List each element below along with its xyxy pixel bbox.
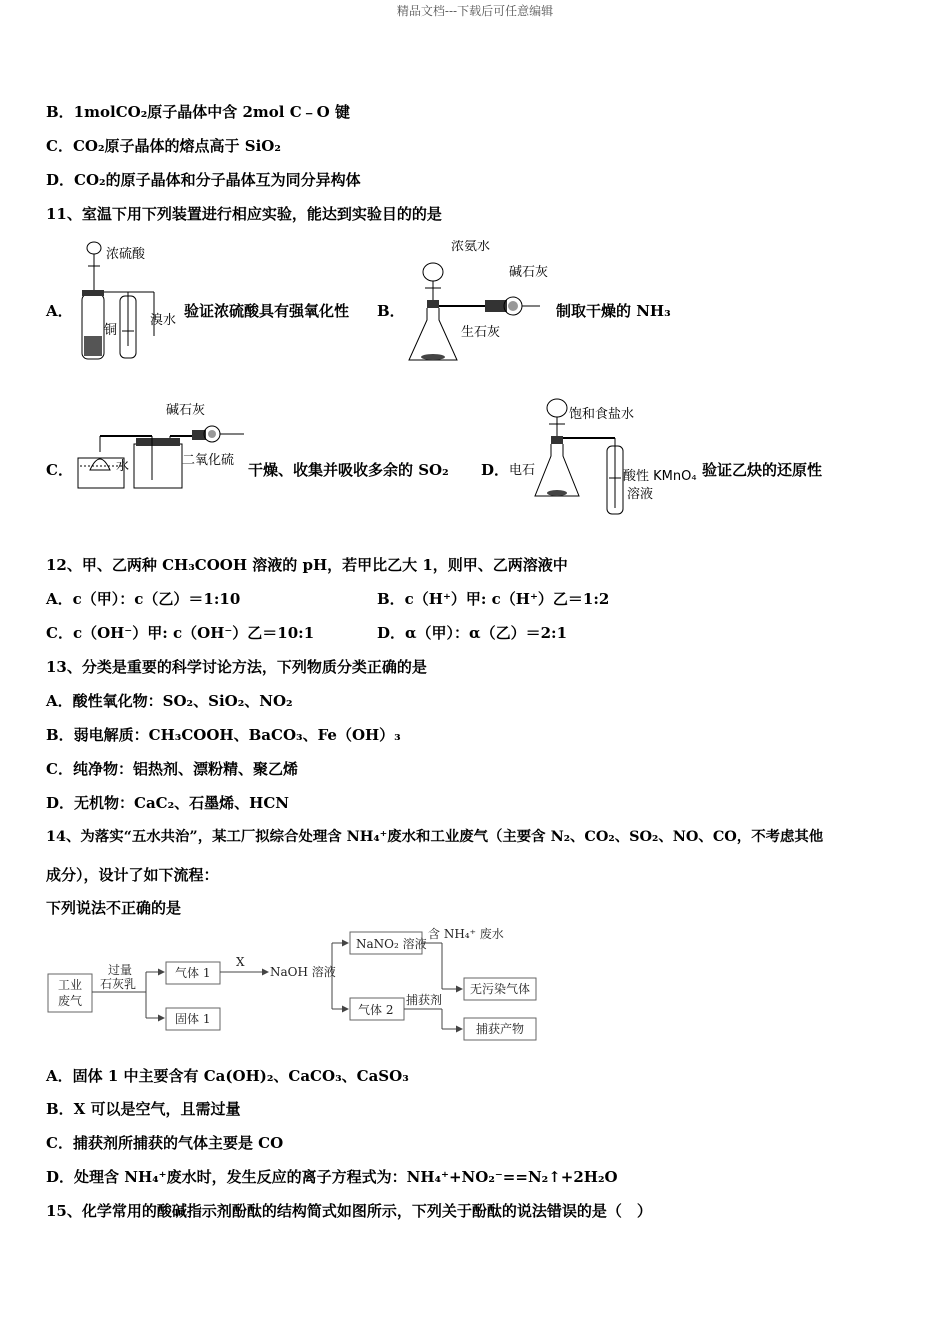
flow-box-gas2: 气体 2 xyxy=(358,1003,394,1017)
q14-stem-line2: 成分），设计了如下流程： xyxy=(46,866,219,884)
q11-option-c-text: 干燥、收集并吸收多余的 SO₂ xyxy=(248,461,449,479)
q14-option-c: C．捕获剂所捕获的气体主要是 CO xyxy=(46,1134,284,1152)
q11-option-b-letter: B． xyxy=(377,302,405,320)
q11-option-c-letter: C． xyxy=(46,461,73,479)
q11-option-a-letter: A． xyxy=(46,302,73,320)
q11-option-d-letter: D． xyxy=(481,461,510,479)
q15-stem: 15、化学常用的酸碱指示剂酚酞的结构简式如图所示，下列关于酚酞的说法错误的是（ ） xyxy=(46,1202,652,1220)
q14-option-d: D．处理含 NH₄⁺废水时，发生反应的离子方程式为：NH₄⁺+NO₂⁻==N₂↑+2H₂O xyxy=(46,1168,618,1186)
label-copper: 铜 xyxy=(104,323,118,338)
flow-label-capture-agent: 捕获剂 xyxy=(406,993,443,1007)
apparatus-c-figure xyxy=(74,400,249,495)
q11-option-d-text: 验证乙炔的还原性 xyxy=(702,461,823,479)
q12-stem: 12、甲、乙两种 CH₃COOH 溶液的 pH，若甲比乙大 1，则甲、乙两溶液中 xyxy=(46,556,568,574)
q14-option-a: A．固体 1 中主要含有 Ca(OH)₂、CaCO₃、CaSO₃ xyxy=(46,1067,409,1085)
label-saturated-brine: 饱和食盐水 xyxy=(569,407,635,422)
q11-stem: 11、室温下用下列装置进行相应实验，能达到实验目的的是 xyxy=(46,205,442,223)
flow-box-capture-product: 捕获产物 xyxy=(476,1022,525,1036)
label-conc-sulfuric: 浓硫酸 xyxy=(106,247,146,262)
label-calcium-carbide: 电石 xyxy=(509,463,536,478)
label-solution: 溶液 xyxy=(627,487,654,502)
q10-option-b: B．1molCO₂原子晶体中含 2mol C﹣O 键 xyxy=(46,103,350,121)
label-bromine-water: 溴水 xyxy=(150,313,177,328)
flow-box-nano2: NaNO₂ 溶液 xyxy=(356,937,427,951)
flow-label-excess: 过量 xyxy=(108,963,133,977)
flow-box-solid1: 固体 1 xyxy=(175,1012,211,1026)
q13-stem: 13、分类是重要的科学讨论方法，下列物质分类正确的是 xyxy=(46,658,427,676)
q13-option-c: C．纯净物：铝热剂、漂粉精、聚乙烯 xyxy=(46,760,298,778)
q14-stem-line3: 下列说法不正确的是 xyxy=(46,899,182,917)
flow-box-industrial-gas: 工业废气 xyxy=(58,978,83,1008)
q11-option-b-text: 制取干燥的 NH₃ xyxy=(556,302,671,320)
page-header: 精品文档---下载后可任意编辑 xyxy=(396,4,554,18)
label-water: 水 xyxy=(116,459,130,474)
flow-box-gas1: 气体 1 xyxy=(175,966,211,980)
flow-box-naoh: NaOH 溶液 xyxy=(270,965,336,979)
q12-option-d: D．α（甲）：α（乙）＝2:1 xyxy=(377,624,568,642)
q13-option-d: D．无机物：CaC₂、石墨烯、HCN xyxy=(46,794,289,812)
flow-label-lime-milk: 石灰乳 xyxy=(100,977,137,991)
q13-option-b: B．弱电解质：CH₃COOH、BaCO₃、Fe（OH）₃ xyxy=(46,726,401,744)
q13-option-a: A．酸性氧化物：SO₂、SiO₂、NO₂ xyxy=(46,692,293,710)
apparatus-a-figure xyxy=(74,236,184,366)
label-soda-lime: 碱石灰 xyxy=(509,265,549,280)
process-flowchart xyxy=(46,926,538,1048)
label-soda-lime-c: 碱石灰 xyxy=(166,403,206,418)
q14-stem-line1: 14、为落实“五水共治”，某工厂拟综合处理含 NH₄⁺废水和工业废气（主要含 N₂、CO₂、SO₂、NO、CO，不考虑其他 xyxy=(46,828,824,845)
q10-option-c: C．CO₂原子晶体的熔点高于 SiO₂ xyxy=(46,137,281,155)
label-sulfur-dioxide: 二氧化硫 xyxy=(182,453,235,468)
q12-option-b: B．c（H⁺）甲: c（H⁺）乙＝1:2 xyxy=(377,590,610,608)
q11-option-a-text: 验证浓硫酸具有强氧化性 xyxy=(184,302,350,320)
q14-option-b: B．X 可以是空气，且需过量 xyxy=(46,1100,241,1118)
flow-label-nh4-wastewater: 含 NH₄⁺ 废水 xyxy=(428,927,504,941)
flow-label-x: X xyxy=(236,955,245,969)
apparatus-b-figure xyxy=(405,240,555,366)
flow-box-pollution-free-gas: 无污染气体 xyxy=(470,982,531,996)
label-acidic-kmno4: 酸性 KMnO₄ xyxy=(623,469,697,484)
label-conc-ammonia: 浓氨水 xyxy=(451,240,491,254)
q12-option-c: C．c（OH⁻）甲: c（OH⁻）乙＝10:1 xyxy=(46,624,315,642)
label-quicklime: 生石灰 xyxy=(461,325,501,340)
apparatus-d-figure xyxy=(507,390,702,520)
q12-option-a: A．c（甲）：c（乙）＝1:10 xyxy=(46,590,241,608)
q10-option-d: D．CO₂的原子晶体和分子晶体互为同分异构体 xyxy=(46,171,361,189)
